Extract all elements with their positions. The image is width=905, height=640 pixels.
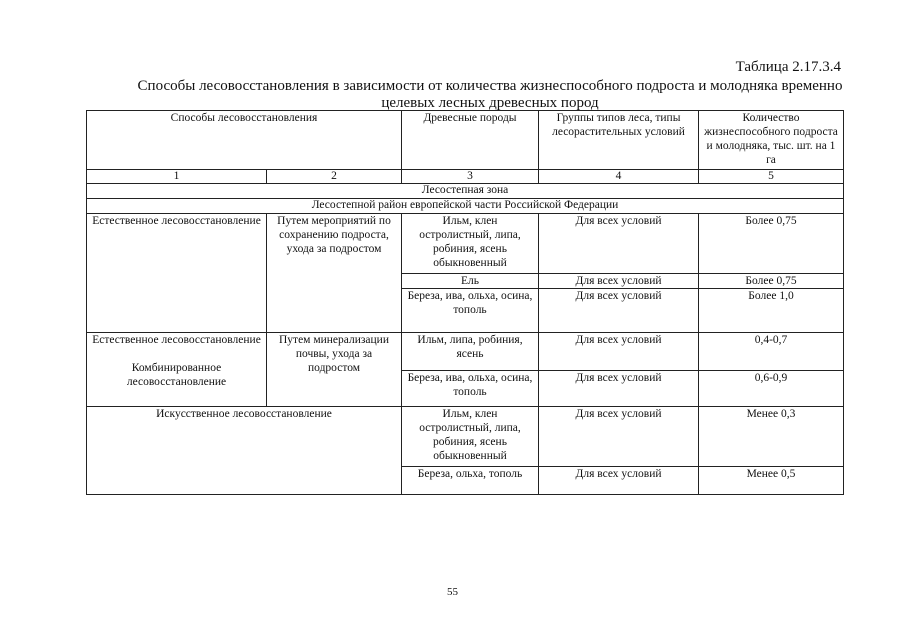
conditions-cell: Для всех условий bbox=[539, 371, 699, 407]
quantity-cell: Более 0,75 bbox=[699, 274, 844, 289]
way-cell: Путем минерализации почвы, ухода за подростом bbox=[267, 333, 402, 407]
table-row bbox=[87, 407, 844, 467]
col-number: 2 bbox=[267, 170, 402, 184]
quantity-cell: Более 1,0 bbox=[699, 289, 844, 333]
column-numbers-row bbox=[87, 170, 844, 184]
species-cell: Ильм, клен остролистный, липа, робиния, ясень обыкновенный bbox=[402, 214, 539, 274]
conditions-cell: Для всех условий bbox=[539, 274, 699, 289]
conditions-cell: Для всех условий bbox=[539, 407, 699, 467]
species-cell: Береза, ива, ольха, осина, тополь bbox=[402, 289, 539, 333]
header-quantity: Количество жизнеспособного подроста и молодняка, тыс. шт. на 1 га bbox=[699, 111, 844, 170]
species-cell: Ель bbox=[402, 274, 539, 289]
method-natural: Естественное лесовосстановление bbox=[92, 334, 261, 346]
species-cell: Береза, ива, ольха, осина, тополь bbox=[402, 371, 539, 407]
reforestation-table bbox=[86, 110, 844, 495]
col-number: 5 bbox=[699, 170, 844, 184]
table-row bbox=[87, 333, 844, 371]
method-cell: Естественное лесовосстановление bbox=[87, 214, 267, 333]
zone-label: Лесостепная зона bbox=[87, 184, 844, 199]
way-cell: Путем мероприятий по сохранению подроста, ухода за подростом bbox=[267, 214, 402, 333]
table-title: Способы лесовосстановления в зависимости от количества жизнеспособного подроста и молодняка временно целевых лесных древесных пород bbox=[137, 78, 843, 111]
method-cell: Искусственное лесовосстановление bbox=[87, 407, 402, 495]
quantity-cell: 0,6-0,9 bbox=[699, 371, 844, 407]
method-cell bbox=[87, 333, 267, 407]
col-number: 3 bbox=[402, 170, 539, 184]
conditions-cell: Для всех условий bbox=[539, 214, 699, 274]
header-row bbox=[87, 111, 844, 170]
species-cell: Ильм, клен остролистный, липа, робиния, ясень обыкновенный bbox=[402, 407, 539, 467]
zone-row bbox=[87, 184, 844, 199]
region-label: Лесостепной район европейской части Российской Федерации bbox=[87, 199, 844, 214]
table-row bbox=[87, 214, 844, 274]
quantity-cell: Менее 0,5 bbox=[699, 467, 844, 495]
species-cell: Ильм, липа, робиния, ясень bbox=[402, 333, 539, 371]
col-number: 4 bbox=[539, 170, 699, 184]
page-number: 55 bbox=[447, 586, 458, 598]
header-species: Древесные породы bbox=[402, 111, 539, 170]
col-number: 1 bbox=[87, 170, 267, 184]
species-cell: Береза, ольха, тополь bbox=[402, 467, 539, 495]
method-combined: Комбинированное лесовосстановление bbox=[126, 362, 227, 388]
region-row bbox=[87, 199, 844, 214]
header-methods: Способы лесовосстановления bbox=[87, 111, 402, 170]
quantity-cell: Более 0,75 bbox=[699, 214, 844, 274]
quantity-cell: Менее 0,3 bbox=[699, 407, 844, 467]
conditions-cell: Для всех условий bbox=[539, 467, 699, 495]
table-number: Таблица 2.17.3.4 bbox=[735, 59, 841, 75]
conditions-cell: Для всех условий bbox=[539, 289, 699, 333]
quantity-cell: 0,4-0,7 bbox=[699, 333, 844, 371]
conditions-cell: Для всех условий bbox=[539, 333, 699, 371]
header-forest-types: Группы типов леса, типы лесорастительных условий bbox=[539, 111, 699, 170]
